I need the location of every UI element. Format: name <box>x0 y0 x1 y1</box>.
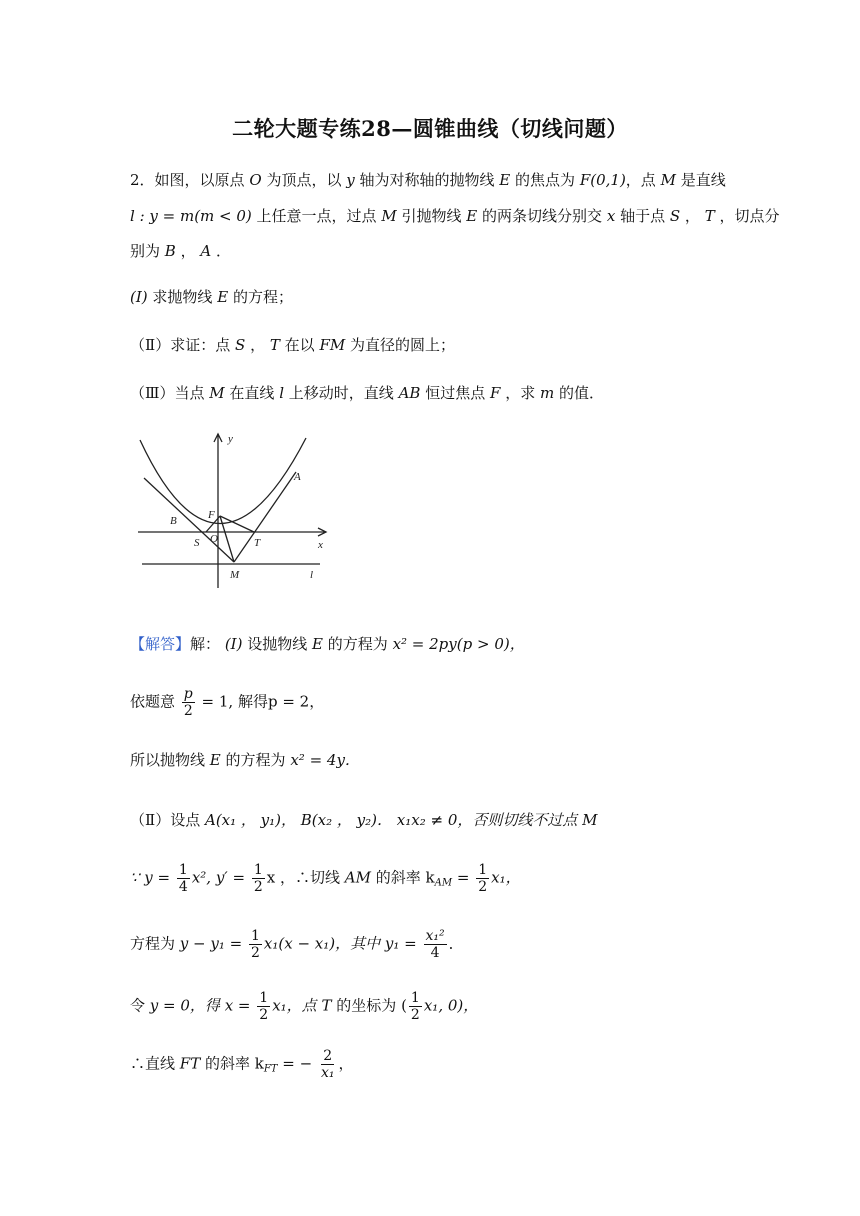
label-y: y <box>228 433 233 445</box>
solution-line-5: ∵ y = $\frac{1}{4}$ x², y′ = $\frac{1}{2}$ x ，∴切线 AM 的斜率 $k_{AM}$ = $\frac{1}{2}$ x₁， <box>130 862 521 895</box>
solution-line-4: （Ⅱ）设点 A(x₁ ， y₁)， B(x₂ ， y₂)． x₁x₂ ≠ 0，否则切线不过点 M <box>130 811 598 829</box>
label-f: F <box>208 509 215 521</box>
solution-line-8: ∴直线 FT 的斜率 $k_{FT}$ = − $\frac{2}{\text{x₁}}$ ， <box>130 1048 354 1081</box>
problem-part-1: (I) 求抛物线 E 的方程； <box>130 288 293 306</box>
fraction-1-over-2: $\frac{1}{2}$ <box>250 928 260 961</box>
problem-part-3: （Ⅲ）当点 M 在直线 l 上移动时，直线 AB 恒过焦点 F ，求 m 的值． <box>130 384 605 402</box>
label-b: B <box>170 515 177 527</box>
label-s: S <box>194 537 200 549</box>
segment-ft <box>220 516 254 532</box>
fraction-1-over-4: $\frac{1}{4}$ <box>178 862 188 895</box>
label-x: x <box>318 539 323 551</box>
solution-line-2: 依题意 $\frac{p}{2}$ = 1, 解得p = 2， <box>130 686 325 719</box>
fraction-x1sq-over-4: $\frac{\text{x₁²}}{4}$ <box>425 928 445 961</box>
fraction-p-over-2: $\frac{p}{2}$ <box>183 686 193 719</box>
parabola-figure <box>130 428 340 598</box>
label-a: A <box>294 471 301 483</box>
label-o: O <box>210 533 218 545</box>
solution-line-7: 令 y = 0，得 x = $\frac{1}{2}$ x₁，点 T 的坐标为 ( $\frac{1}{2}$ x₁, 0)， <box>130 990 479 1023</box>
answer-tag: 【解答】 <box>130 635 191 653</box>
problem-number: 2． <box>130 171 155 189</box>
solution-line-1: 【解答】解： (I) 设抛物线 E 的方程为 x² = 2py(p > 0)， <box>130 635 525 653</box>
page-title: 二轮大题专练28—圆锥曲线（切线问题） <box>232 116 628 141</box>
fraction-2-over-x1: $\frac{2}{\text{x₁}}$ <box>320 1048 335 1081</box>
problem-line-2: l : y = m(m < 0) 上任意一点，过点 M 引抛物线 E 的两条切线分别交 x 轴于点 S ， T ，切点分 <box>130 207 780 225</box>
problem-line-1: 2．如图，以原点 O 为顶点，以 y 轴为对称轴的抛物线 E 的焦点为 F(0,1)，点 M 是直线 <box>130 171 726 189</box>
solution-line-6: 方程为 y − y₁ = $\frac{1}{2}$ x₁(x − x₁)，其中 y₁ = $\frac{\text{x₁²}}{4}$ ． <box>130 928 464 961</box>
label-l: l <box>310 569 314 581</box>
solution-line-3: 所以抛物线 E 的方程为 x² = 4y． <box>130 751 360 769</box>
label-t: T <box>254 537 261 549</box>
fraction-1-over-2: $\frac{1}{2}$ <box>478 862 488 895</box>
fraction-1-over-2: $\frac{1}{2}$ <box>410 990 420 1023</box>
problem-part-2: （Ⅱ）求证：点 S ， T 在以 FM 为直径的圆上； <box>130 336 456 354</box>
fraction-1-over-2: $\frac{1}{2}$ <box>253 862 263 895</box>
problem-line-3: 别为 B ， A ． <box>130 242 232 260</box>
tangent-mb <box>144 478 234 562</box>
fraction-1-over-2: $\frac{1}{2}$ <box>259 990 269 1023</box>
label-m: M <box>230 569 240 581</box>
parabola-curve <box>140 438 306 524</box>
